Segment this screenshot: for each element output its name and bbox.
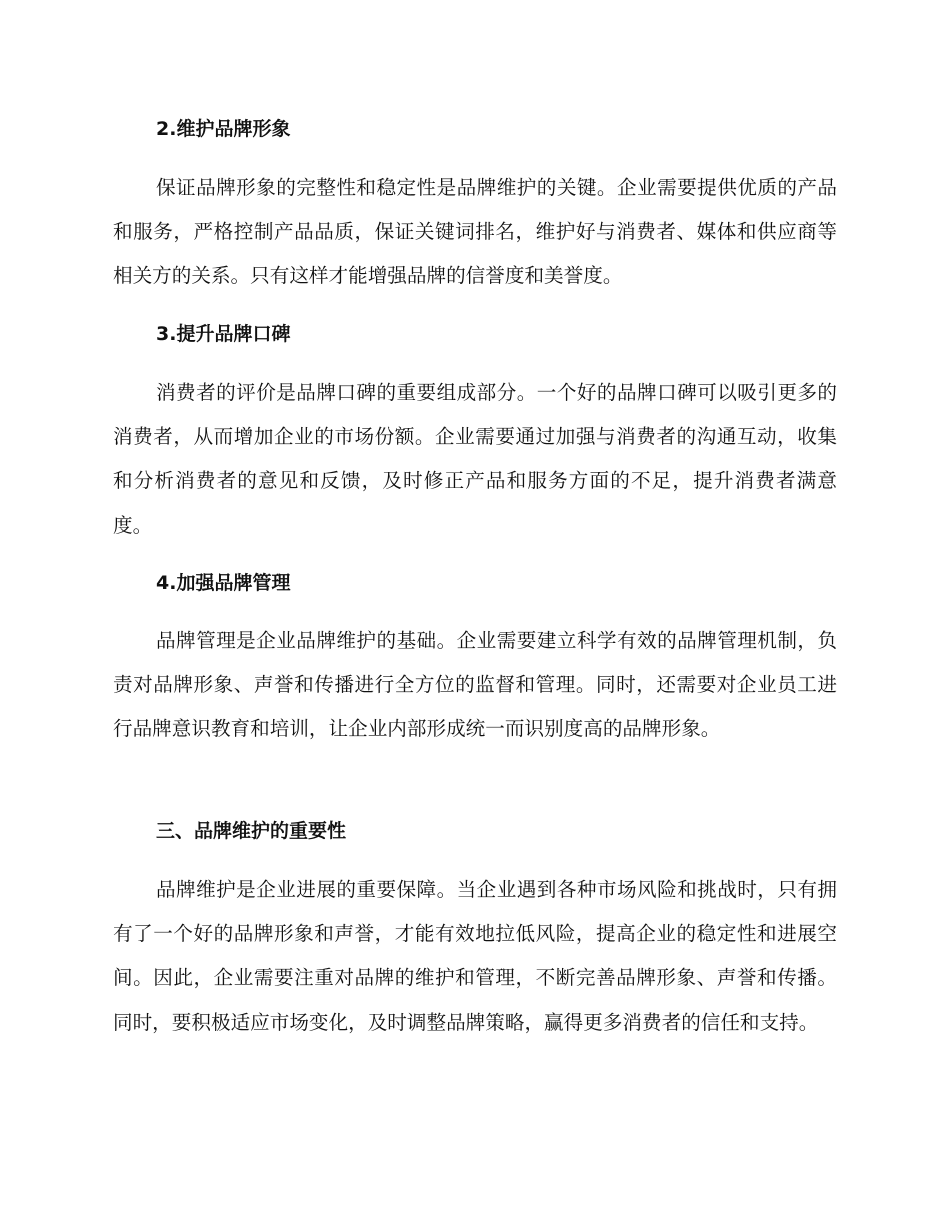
section-paragraph-improve-reputation: 消费者的评价是品牌口碑的重要组成部分。一个好的品牌口碑可以吸引更多的消费者，从而增加企业的市场份额。企业需要通过加强与消费者的沟通互动，收集和分析消费者的意见和反馈，及时修正产品和服务方面的不足，提升消费者满意度。 — [113, 381, 837, 537]
section-heading-maintain-brand-image: 2.维护品牌形象 — [156, 118, 291, 140]
section-heading-strengthen-management: 4.加强品牌管理 — [156, 572, 291, 594]
section-heading-importance: 三、品牌维护的重要性 — [156, 820, 347, 842]
section-paragraph-importance: 品牌维护是企业进展的重要保障。当企业遇到各种市场风险和挑战时，只有拥有了一个好的品牌形象和声誉，才能有效地拉低风险，提高企业的稳定性和进展空间。因此，企业需要注重对品牌的维护和管理，不断完善品牌形象、声誉和传播。同时，要积极适应市场变化，及时调整品牌策略，赢得更多消费者的信任和支持。 — [113, 878, 837, 1034]
section-heading-improve-reputation: 3.提升品牌口碑 — [156, 323, 291, 345]
section-paragraph-strengthen-management: 品牌管理是企业品牌维护的基础。企业需要建立科学有效的品牌管理机制，负责对品牌形象、声誉和传播进行全方位的监督和管理。同时，还需要对企业员工进行品牌意识教育和培训，让企业内部形成统一而识别度高的品牌形象。 — [113, 629, 837, 741]
section-paragraph-maintain-brand-image: 保证品牌形象的完整性和稳定性是品牌维护的关键。企业需要提供优质的产品和服务，严格控制产品品质，保证关键词排名，维护好与消费者、媒体和供应商等相关方的关系。只有这样才能增强品牌的信誉度和美誉度。 — [113, 176, 837, 288]
